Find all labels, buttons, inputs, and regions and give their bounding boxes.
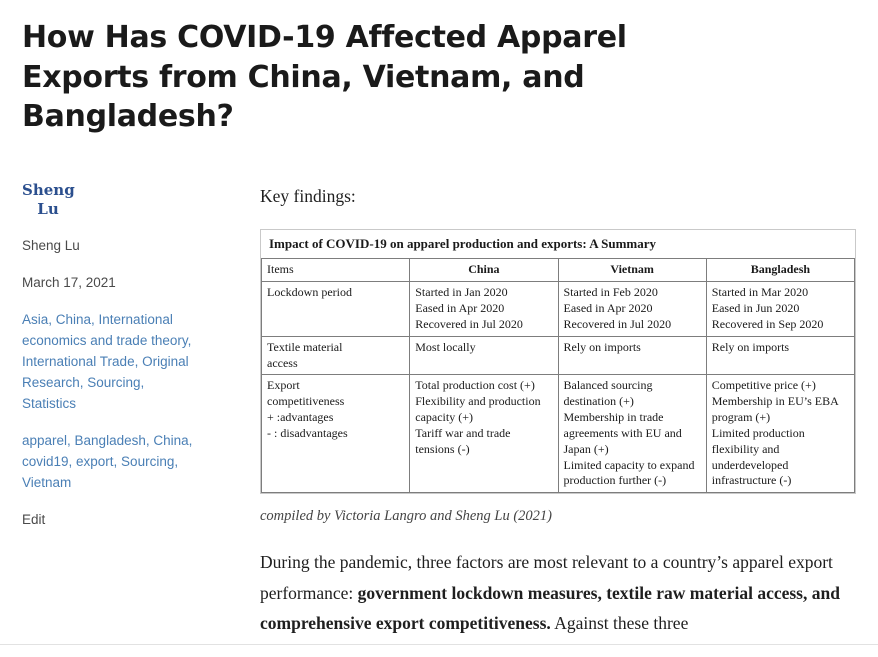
cell-line: competitiveness bbox=[267, 394, 345, 409]
row-label-export-competitiveness bbox=[262, 375, 410, 493]
cell-line: Started in Feb 2020 bbox=[563, 285, 658, 300]
edit-link[interactable]: Edit bbox=[22, 511, 46, 527]
cell-line: Flexibility and production capacity (+) bbox=[415, 394, 541, 425]
cell-textile-china bbox=[410, 336, 558, 375]
post-categories[interactable]: Asia, China, International economics and trade theory, International Trade, Original Research, Sourcing, Statistics bbox=[22, 312, 192, 411]
row-label-textile-access bbox=[262, 336, 410, 375]
cell-line: Eased in Apr 2020 bbox=[415, 301, 505, 316]
cell-lines bbox=[415, 378, 552, 457]
cell-lockdown-bangladesh bbox=[706, 282, 854, 336]
cell-line: Tariff war and trade tensions (-) bbox=[415, 425, 511, 456]
cell-line: Eased in Apr 2020 bbox=[563, 301, 653, 316]
cell-line: Recovered in Jul 2020 bbox=[415, 316, 523, 331]
cell-lines bbox=[712, 285, 849, 332]
cell-line: Eased in Jun 2020 bbox=[711, 301, 800, 316]
table-header-bangladesh: Bangladesh bbox=[706, 259, 854, 282]
cell-lines bbox=[267, 340, 404, 372]
cell-line: Textile material bbox=[267, 339, 343, 354]
cell-line: Lockdown period bbox=[267, 285, 352, 300]
article-content bbox=[218, 181, 856, 657]
article-sidebar bbox=[22, 181, 218, 527]
summary-figure bbox=[260, 229, 856, 525]
cell-line: Recovered in Jul 2020 bbox=[563, 316, 672, 331]
cell-lockdown-vietnam bbox=[558, 282, 706, 336]
cell-line: Limited capacity to expand production further (-) bbox=[563, 457, 695, 488]
cell-line: Membership in trade agreements with EU and Japan (+) bbox=[563, 410, 682, 456]
paragraph-text-start: During the pandemic, three factors are most relevant to a country’s apparel export performance: bbox=[260, 552, 833, 603]
table-row bbox=[262, 336, 855, 375]
row-label-lockdown bbox=[262, 282, 410, 336]
cell-lines bbox=[564, 378, 701, 489]
cell-line: Rely on imports bbox=[563, 339, 641, 354]
cell-lines bbox=[712, 340, 849, 356]
cell-lines bbox=[415, 340, 552, 356]
cell-line: Export bbox=[267, 378, 300, 393]
cell-competitiveness-china bbox=[410, 375, 558, 493]
article-body-columns bbox=[22, 181, 856, 657]
author-name: Sheng Lu bbox=[22, 238, 80, 254]
cell-line: Rely on imports bbox=[711, 339, 790, 354]
cell-line: Limited production flexibility and underdeveloped infrastructure (-) bbox=[711, 425, 805, 488]
cell-lines bbox=[564, 340, 701, 356]
summary-table-wrapper bbox=[260, 229, 856, 494]
cell-lines bbox=[564, 285, 701, 332]
post-date: March 17, 2021 bbox=[22, 275, 116, 291]
cell-competitiveness-bangladesh bbox=[706, 375, 854, 493]
author-badge: Sheng Lu bbox=[22, 180, 75, 218]
cell-lines bbox=[267, 285, 404, 301]
body-paragraph bbox=[260, 547, 856, 639]
cell-line: Competitive price (+) bbox=[711, 378, 816, 393]
cell-line: Recovered in Sep 2020 bbox=[711, 316, 824, 331]
figure-credit: compiled by Victoria Langro and Sheng Lu (2021) bbox=[260, 508, 552, 525]
cell-line: access bbox=[267, 355, 298, 370]
table-caption: Impact of COVID-19 on apparel production and exports: A Summary bbox=[269, 236, 657, 252]
table-header-vietnam: Vietnam bbox=[558, 259, 706, 282]
table-row bbox=[262, 375, 855, 493]
table-header-items: Items bbox=[262, 259, 410, 282]
paragraph-text-bold: government lockdown measures, textile raw material access, and comprehensive export competitiveness. bbox=[260, 582, 840, 634]
cell-line: - : disadvantages bbox=[267, 425, 348, 440]
cell-lines bbox=[712, 378, 849, 489]
page-title: How Has COVID-19 Affected Apparel Exports from China, Vietnam, and Bangladesh? bbox=[22, 20, 627, 135]
cell-lines bbox=[415, 285, 552, 332]
cell-competitiveness-vietnam bbox=[558, 375, 706, 493]
cell-line: Most locally bbox=[415, 339, 476, 354]
table-row bbox=[262, 282, 855, 336]
cell-line: Membership in EU’s EBA program (+) bbox=[711, 394, 839, 425]
page-bottom-divider bbox=[0, 644, 878, 655]
cell-lines bbox=[267, 378, 404, 441]
summary-table bbox=[261, 258, 855, 493]
cell-lockdown-china bbox=[410, 282, 558, 336]
key-findings-label: Key findings: bbox=[260, 185, 356, 206]
post-tags[interactable]: apparel, Bangladesh, China, covid19, export, Sourcing, Vietnam bbox=[22, 432, 193, 490]
cell-line: Started in Mar 2020 bbox=[711, 285, 809, 300]
cell-line: Total production cost (+) bbox=[415, 378, 535, 393]
table-header-row bbox=[262, 259, 855, 282]
cell-line: + :advantages bbox=[267, 410, 334, 425]
cell-textile-bangladesh bbox=[706, 336, 854, 375]
cell-line: Balanced sourcing destination (+) bbox=[563, 378, 653, 409]
paragraph-text-end: Against these three bbox=[550, 613, 689, 634]
table-header-china: China bbox=[410, 259, 558, 282]
cell-textile-vietnam bbox=[558, 336, 706, 375]
cell-line: Started in Jan 2020 bbox=[415, 285, 508, 300]
